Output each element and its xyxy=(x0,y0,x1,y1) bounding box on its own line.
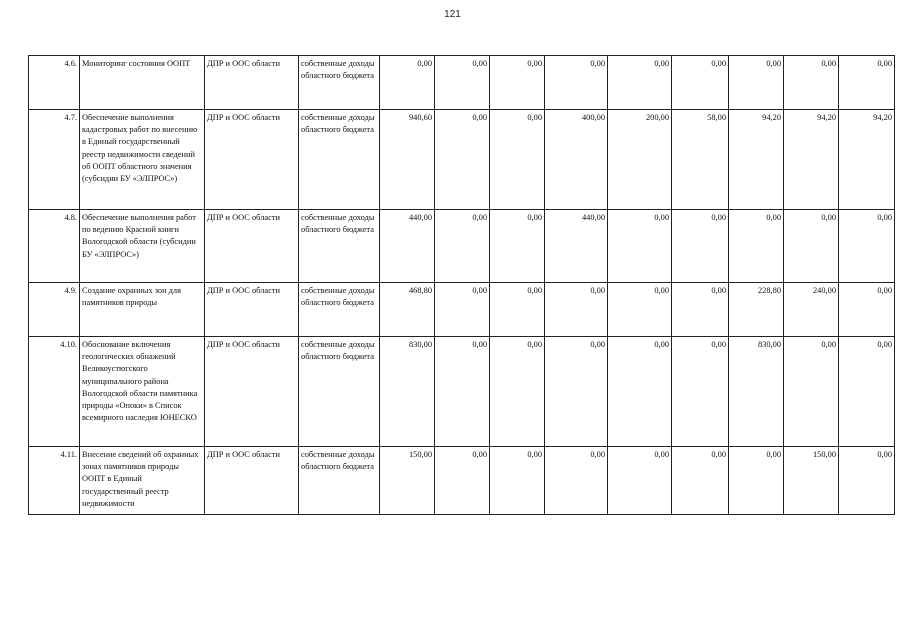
row-executor: ДПР и ООС области xyxy=(205,447,299,515)
row-name: Обоснование включения геологических обнажений Великоустюгского муниципального района Вологодской области памятника природы «Опоки» в Список всемирного наследия ЮНЕСКО xyxy=(80,337,205,447)
row-value: 0,00 xyxy=(490,210,545,283)
row-value: 0,00 xyxy=(839,283,895,337)
row-value: 440,00 xyxy=(545,210,608,283)
row-value: 240,00 xyxy=(784,283,839,337)
row-value: 830,00 xyxy=(380,337,435,447)
row-value: 0,00 xyxy=(839,447,895,515)
row-value: 0,00 xyxy=(435,447,490,515)
row-value: 0,00 xyxy=(729,210,784,283)
row-value: 0,00 xyxy=(608,56,672,110)
row-source: собственные доходы областного бюджета xyxy=(299,56,380,110)
row-value: 200,00 xyxy=(608,110,672,210)
row-value: 0,00 xyxy=(545,283,608,337)
row-name: Мониторинг состояния ООПТ xyxy=(80,56,205,110)
table-row xyxy=(29,337,895,447)
row-name: Создание охранных зон для памятников природы xyxy=(80,283,205,337)
budget-table xyxy=(28,55,895,515)
row-value: 0,00 xyxy=(729,56,784,110)
row-value: 0,00 xyxy=(608,337,672,447)
row-executor: ДПР и ООС области xyxy=(205,110,299,210)
row-source: собственные доходы областного бюджета xyxy=(299,283,380,337)
row-code: 4.10. xyxy=(29,337,80,447)
row-executor: ДПР и ООС области xyxy=(205,337,299,447)
page-number: 121 xyxy=(444,9,461,20)
row-value: 0,00 xyxy=(672,56,729,110)
row-value: 0,00 xyxy=(839,210,895,283)
row-code: 4.11. xyxy=(29,447,80,515)
row-name: Внесение сведений об охранных зонах памятников природы ООПТ в Единый государственный реестр недвижимости xyxy=(80,447,205,515)
row-value: 150,00 xyxy=(380,447,435,515)
row-code: 4.9. xyxy=(29,283,80,337)
table-row xyxy=(29,110,895,210)
row-value: 0,00 xyxy=(435,110,490,210)
row-value: 0,00 xyxy=(490,56,545,110)
row-name: Обеспечение выполнения кадастровых работ по внесению в Единый государственный реестр недвижимости сведений об ООПТ областного значения (субсидии БУ «ЭЛПРОС») xyxy=(80,110,205,210)
table-row xyxy=(29,210,895,283)
row-value: 0,00 xyxy=(490,337,545,447)
row-value: 0,00 xyxy=(545,337,608,447)
row-value: 830,00 xyxy=(729,337,784,447)
row-value: 0,00 xyxy=(672,447,729,515)
row-value: 468,80 xyxy=(380,283,435,337)
row-executor: ДПР и ООС области xyxy=(205,210,299,283)
row-value: 0,00 xyxy=(672,210,729,283)
row-value: 940,60 xyxy=(380,110,435,210)
row-value: 58,00 xyxy=(672,110,729,210)
row-value: 0,00 xyxy=(729,447,784,515)
row-value: 0,00 xyxy=(784,210,839,283)
row-value: 94,20 xyxy=(729,110,784,210)
row-value: 0,00 xyxy=(435,337,490,447)
row-value: 0,00 xyxy=(490,283,545,337)
row-executor: ДПР и ООС области xyxy=(205,56,299,110)
row-name: Обеспечение выполнения работ по ведению Красной книги Вологодской области (субсидии БУ «ЭЛПРОС») xyxy=(80,210,205,283)
row-value: 0,00 xyxy=(545,56,608,110)
row-source: собственные доходы областного бюджета xyxy=(299,447,380,515)
row-value: 94,20 xyxy=(784,110,839,210)
row-value: 400,00 xyxy=(545,110,608,210)
row-value: 0,00 xyxy=(490,110,545,210)
row-source: собственные доходы областного бюджета xyxy=(299,210,380,283)
row-value: 0,00 xyxy=(490,447,545,515)
table-row xyxy=(29,56,895,110)
row-value: 0,00 xyxy=(784,337,839,447)
row-value: 94,20 xyxy=(839,110,895,210)
row-value: 0,00 xyxy=(435,283,490,337)
row-value: 228,80 xyxy=(729,283,784,337)
row-source: собственные доходы областного бюджета xyxy=(299,110,380,210)
row-value: 0,00 xyxy=(435,210,490,283)
row-value: 150,00 xyxy=(784,447,839,515)
row-code: 4.8. xyxy=(29,210,80,283)
row-value: 0,00 xyxy=(608,283,672,337)
row-value: 0,00 xyxy=(672,337,729,447)
table-row xyxy=(29,447,895,515)
row-code: 4.7. xyxy=(29,110,80,210)
row-value: 0,00 xyxy=(839,56,895,110)
table-body xyxy=(29,56,895,515)
row-value: 0,00 xyxy=(784,56,839,110)
table-row xyxy=(29,283,895,337)
row-value: 0,00 xyxy=(545,447,608,515)
row-value: 0,00 xyxy=(608,210,672,283)
row-value: 440,00 xyxy=(380,210,435,283)
row-code: 4.6. xyxy=(29,56,80,110)
row-value: 0,00 xyxy=(435,56,490,110)
row-value: 0,00 xyxy=(839,337,895,447)
row-value: 0,00 xyxy=(608,447,672,515)
row-executor: ДПР и ООС области xyxy=(205,283,299,337)
row-source: собственные доходы областного бюджета xyxy=(299,337,380,447)
row-value: 0,00 xyxy=(672,283,729,337)
row-value: 0,00 xyxy=(380,56,435,110)
